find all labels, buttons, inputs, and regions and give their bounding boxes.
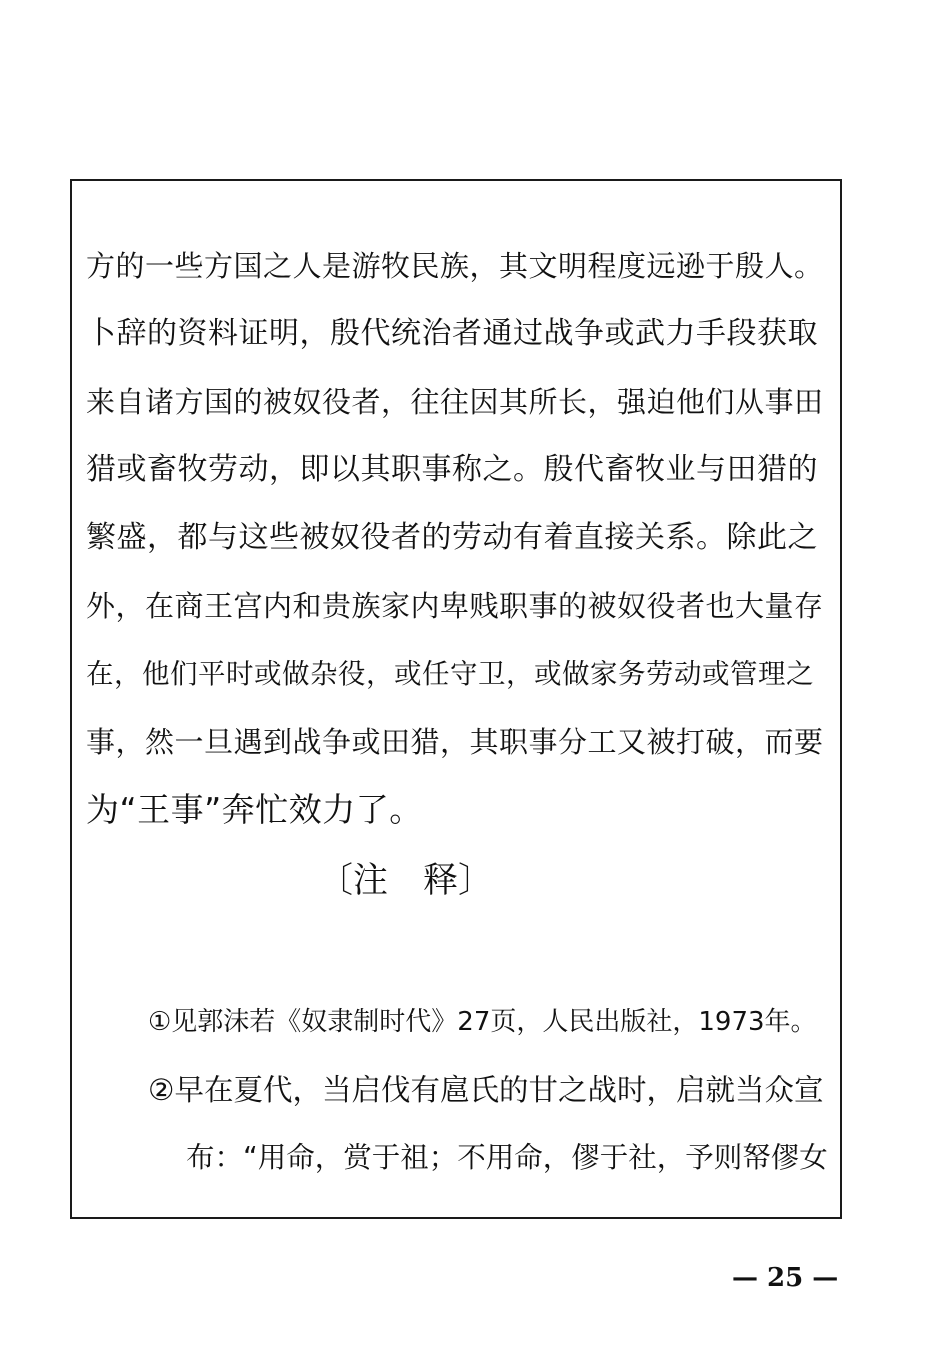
note-item: ②早在夏代，当启伐有扈氏的甘之战时，启就当众宣 — [148, 1073, 824, 1107]
notes-list — [148, 988, 828, 1192]
body-line: 方的一些方国之人是游牧民族，其文明程度远逊于殷人。 — [86, 249, 824, 283]
body-line: 事，然一旦遇到战争或田猎，其职事分工又被打破，而要 — [86, 725, 824, 759]
body-line: 在，他们平时或做杂役，或任守卫，或做家务劳动或管理之 — [86, 658, 814, 690]
page-number: — 25 — — [732, 1263, 839, 1293]
body-line: 为“王事”奔忙效力了。 — [86, 790, 423, 829]
note-item: ①见郭沫若《奴隶制时代》27页，人民出版社，1973年。 — [148, 1007, 817, 1037]
body-line: 卜辞的资料证明，殷代统治者通过战争或武力手段获取 — [86, 316, 818, 351]
body-line: 繁盛，都与这些被奴役者的劳动有着直接关系。除此之 — [86, 520, 818, 555]
body-line: 来自诸方国的被奴役者，往往因其所长，强迫他们从事田 — [86, 385, 824, 419]
notes-heading: 〔注 释〕 — [318, 861, 494, 901]
body-line: 猎或畜牧劳动，即以其职事称之。殷代畜牧业与田猎的 — [86, 452, 818, 487]
body-line: 外，在商王宫内和贵族家内卑贱职事的被奴役者也大量存 — [86, 589, 824, 623]
body-text — [86, 232, 826, 844]
note-item-continuation: 布：“用命，赏于祖；不用命，僇于社，予则帑僇女 — [186, 1141, 828, 1174]
